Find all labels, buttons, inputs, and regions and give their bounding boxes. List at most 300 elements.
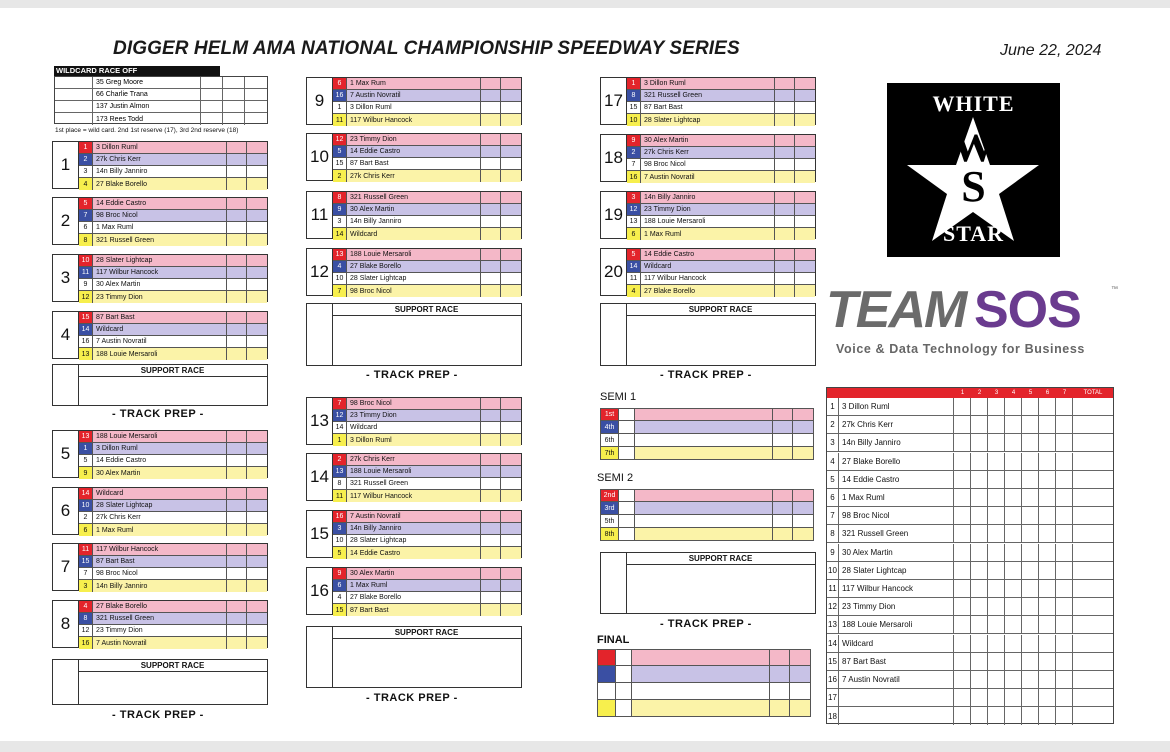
scoreboard-total[interactable] xyxy=(1073,689,1113,706)
scoreboard-cell[interactable] xyxy=(1022,580,1039,597)
scoreboard-cell[interactable] xyxy=(1039,471,1056,488)
scoreboard-total[interactable] xyxy=(1073,707,1113,725)
score-cell[interactable] xyxy=(247,637,267,649)
score-cell[interactable] xyxy=(795,114,815,126)
score-cell[interactable] xyxy=(481,285,501,297)
score-cell[interactable] xyxy=(775,114,795,126)
score-cell[interactable] xyxy=(227,625,247,636)
score-cell[interactable] xyxy=(247,198,267,209)
scoreboard-cell[interactable] xyxy=(971,453,988,470)
score-cell[interactable] xyxy=(795,249,815,260)
score-cell[interactable] xyxy=(247,324,267,335)
score-cell[interactable] xyxy=(775,159,795,170)
score-cell[interactable] xyxy=(481,454,501,465)
score-cell[interactable] xyxy=(247,488,267,499)
semi-score-cell[interactable] xyxy=(773,515,793,527)
semi-score-cell[interactable] xyxy=(793,434,813,446)
score-cell[interactable] xyxy=(227,279,247,290)
score-cell[interactable] xyxy=(775,135,795,146)
score-cell[interactable] xyxy=(227,154,247,165)
scoreboard-cell[interactable] xyxy=(971,580,988,597)
score-cell[interactable] xyxy=(247,154,267,165)
scoreboard-cell[interactable] xyxy=(1005,580,1022,597)
score-cell[interactable] xyxy=(795,90,815,101)
scoreboard-cell[interactable] xyxy=(988,525,1005,542)
score-cell[interactable] xyxy=(501,604,521,616)
score-cell[interactable] xyxy=(227,568,247,579)
scoreboard-cell[interactable] xyxy=(1056,635,1073,652)
score-cell[interactable] xyxy=(795,159,815,170)
score-cell[interactable] xyxy=(501,102,521,113)
scoreboard-cell[interactable] xyxy=(1039,544,1056,561)
score-cell[interactable] xyxy=(247,443,267,454)
score-cell[interactable] xyxy=(247,178,267,190)
score-cell[interactable] xyxy=(247,234,267,246)
score-cell[interactable] xyxy=(501,580,521,591)
score-cell[interactable] xyxy=(247,279,267,290)
score-cell[interactable] xyxy=(247,336,267,347)
scoreboard-cell[interactable] xyxy=(1005,671,1022,688)
score-cell[interactable] xyxy=(481,604,501,616)
scoreboard-cell[interactable] xyxy=(988,653,1005,670)
scoreboard-cell[interactable] xyxy=(1039,507,1056,524)
score-cell[interactable] xyxy=(227,324,247,335)
score-cell[interactable] xyxy=(227,613,247,624)
score-cell[interactable] xyxy=(501,511,521,522)
scoreboard-cell[interactable] xyxy=(988,471,1005,488)
score-cell[interactable] xyxy=(247,222,267,233)
semi-score-cell[interactable] xyxy=(773,434,793,446)
score-cell[interactable] xyxy=(247,348,267,360)
score-cell[interactable] xyxy=(247,568,267,579)
score-cell[interactable] xyxy=(795,78,815,89)
score-cell[interactable] xyxy=(247,500,267,511)
score-cell[interactable] xyxy=(227,267,247,278)
score-cell[interactable] xyxy=(227,580,247,592)
scoreboard-total[interactable] xyxy=(1073,616,1113,633)
score-cell[interactable] xyxy=(775,204,795,215)
semi-score-cell[interactable] xyxy=(793,490,813,501)
scoreboard-cell[interactable] xyxy=(1005,453,1022,470)
score-cell[interactable] xyxy=(481,146,501,157)
scoreboard-cell[interactable] xyxy=(1022,525,1039,542)
scoreboard-cell[interactable] xyxy=(954,489,971,506)
scoreboard-cell[interactable] xyxy=(954,544,971,561)
score-cell[interactable] xyxy=(775,78,795,89)
score-cell[interactable] xyxy=(501,285,521,297)
score-cell[interactable] xyxy=(481,523,501,534)
scoreboard-cell[interactable] xyxy=(954,398,971,415)
scoreboard-cell[interactable] xyxy=(988,453,1005,470)
score-cell[interactable] xyxy=(501,228,521,240)
score-cell[interactable] xyxy=(227,431,247,442)
score-cell[interactable] xyxy=(247,291,267,303)
scoreboard-cell[interactable] xyxy=(988,507,1005,524)
semi-rider-cell[interactable] xyxy=(635,515,773,527)
score-cell[interactable] xyxy=(481,90,501,101)
score-cell[interactable] xyxy=(481,273,501,284)
scoreboard-cell[interactable] xyxy=(1022,434,1039,451)
semi-rider-cell[interactable] xyxy=(635,421,773,433)
score-cell[interactable] xyxy=(501,568,521,579)
score-cell[interactable] xyxy=(481,490,501,502)
score-cell[interactable] xyxy=(501,204,521,215)
scoreboard-cell[interactable] xyxy=(971,671,988,688)
scoreboard-cell[interactable] xyxy=(988,616,1005,633)
score-cell[interactable] xyxy=(481,434,501,446)
scoreboard-cell[interactable] xyxy=(954,689,971,706)
scoreboard-cell[interactable] xyxy=(1022,398,1039,415)
score-cell[interactable] xyxy=(795,135,815,146)
scoreboard-cell[interactable] xyxy=(1039,616,1056,633)
score-cell[interactable] xyxy=(501,547,521,559)
score-cell[interactable] xyxy=(501,410,521,421)
score-cell[interactable] xyxy=(501,454,521,465)
scoreboard-cell[interactable] xyxy=(1039,416,1056,433)
semi-rider-cell[interactable] xyxy=(635,409,773,420)
score-cell[interactable] xyxy=(247,431,267,442)
final-score-cell[interactable] xyxy=(770,683,790,699)
scoreboard-cell[interactable] xyxy=(1056,562,1073,579)
scoreboard-cell[interactable] xyxy=(1022,707,1039,725)
scoreboard-cell[interactable] xyxy=(988,434,1005,451)
score-cell[interactable] xyxy=(227,467,247,479)
scoreboard-cell[interactable] xyxy=(954,507,971,524)
score-cell[interactable] xyxy=(775,273,795,284)
scoreboard-cell[interactable] xyxy=(971,653,988,670)
scoreboard-cell[interactable] xyxy=(1005,434,1022,451)
semi-score-cell[interactable] xyxy=(773,490,793,501)
scoreboard-total[interactable] xyxy=(1073,507,1113,524)
score-cell[interactable] xyxy=(227,488,247,499)
score-cell[interactable] xyxy=(795,102,815,113)
score-cell[interactable] xyxy=(227,637,247,649)
scoreboard-cell[interactable] xyxy=(954,580,971,597)
scoreboard-cell[interactable] xyxy=(988,544,1005,561)
scoreboard-cell[interactable] xyxy=(954,616,971,633)
scoreboard-cell[interactable] xyxy=(1056,416,1073,433)
score-cell[interactable] xyxy=(501,146,521,157)
final-score-cell[interactable] xyxy=(790,700,810,716)
score-cell[interactable] xyxy=(481,398,501,409)
scoreboard-cell[interactable] xyxy=(954,434,971,451)
score-cell[interactable] xyxy=(795,147,815,158)
score-cell[interactable] xyxy=(247,524,267,536)
score-cell[interactable] xyxy=(775,171,795,183)
semi-score-cell[interactable] xyxy=(793,421,813,433)
scoreboard-cell[interactable] xyxy=(988,398,1005,415)
scoreboard-cell[interactable] xyxy=(1022,616,1039,633)
scoreboard-cell[interactable] xyxy=(1039,671,1056,688)
score-cell[interactable] xyxy=(227,210,247,221)
scoreboard-cell[interactable] xyxy=(971,434,988,451)
scoreboard-cell[interactable] xyxy=(1022,689,1039,706)
final-rider-cell[interactable] xyxy=(632,683,770,699)
score-cell[interactable] xyxy=(501,216,521,227)
score-cell[interactable] xyxy=(481,204,501,215)
scoreboard-total[interactable] xyxy=(1073,453,1113,470)
scoreboard-cell[interactable] xyxy=(971,616,988,633)
score-cell[interactable] xyxy=(501,592,521,603)
scoreboard-cell[interactable] xyxy=(1056,616,1073,633)
scoreboard-cell[interactable] xyxy=(1056,398,1073,415)
score-cell[interactable] xyxy=(481,261,501,272)
semi-score-cell[interactable] xyxy=(793,409,813,420)
score-cell[interactable] xyxy=(775,261,795,272)
scoreboard-cell[interactable] xyxy=(1039,580,1056,597)
score-cell[interactable] xyxy=(481,102,501,113)
score-cell[interactable] xyxy=(501,170,521,182)
scoreboard-total[interactable] xyxy=(1073,525,1113,542)
scoreboard-cell[interactable] xyxy=(971,635,988,652)
score-cell[interactable] xyxy=(795,171,815,183)
score-cell[interactable] xyxy=(501,523,521,534)
score-cell[interactable] xyxy=(247,613,267,624)
scoreboard-cell[interactable] xyxy=(1005,707,1022,725)
scoreboard-cell[interactable] xyxy=(954,525,971,542)
scoreboard-total[interactable] xyxy=(1073,489,1113,506)
score-cell[interactable] xyxy=(481,158,501,169)
score-cell[interactable] xyxy=(501,114,521,126)
scoreboard-cell[interactable] xyxy=(1056,525,1073,542)
score-cell[interactable] xyxy=(481,192,501,203)
scoreboard-total[interactable] xyxy=(1073,416,1113,433)
scoreboard-cell[interactable] xyxy=(988,707,1005,725)
final-score-cell[interactable] xyxy=(770,650,790,665)
final-score-cell[interactable] xyxy=(790,650,810,665)
scoreboard-cell[interactable] xyxy=(1056,671,1073,688)
scoreboard-cell[interactable] xyxy=(1056,489,1073,506)
scoreboard-cell[interactable] xyxy=(1022,453,1039,470)
score-cell[interactable] xyxy=(247,166,267,177)
scoreboard-cell[interactable] xyxy=(1039,434,1056,451)
semi-score-cell[interactable] xyxy=(793,515,813,527)
scoreboard-cell[interactable] xyxy=(971,544,988,561)
scoreboard-cell[interactable] xyxy=(1005,598,1022,615)
semi-score-cell[interactable] xyxy=(793,502,813,514)
scoreboard-cell[interactable] xyxy=(971,489,988,506)
score-cell[interactable] xyxy=(481,568,501,579)
scoreboard-cell[interactable] xyxy=(1056,653,1073,670)
score-cell[interactable] xyxy=(481,580,501,591)
scoreboard-cell[interactable] xyxy=(1039,525,1056,542)
scoreboard-cell[interactable] xyxy=(1039,453,1056,470)
score-cell[interactable] xyxy=(481,216,501,227)
scoreboard-cell[interactable] xyxy=(954,471,971,488)
scoreboard-cell[interactable] xyxy=(1056,580,1073,597)
score-cell[interactable] xyxy=(247,267,267,278)
semi-score-cell[interactable] xyxy=(773,447,793,459)
score-cell[interactable] xyxy=(501,478,521,489)
scoreboard-total[interactable] xyxy=(1073,562,1113,579)
scoreboard-cell[interactable] xyxy=(1056,434,1073,451)
scoreboard-total[interactable] xyxy=(1073,580,1113,597)
scoreboard-cell[interactable] xyxy=(988,689,1005,706)
score-cell[interactable] xyxy=(481,547,501,559)
score-cell[interactable] xyxy=(795,192,815,203)
score-cell[interactable] xyxy=(501,192,521,203)
scoreboard-cell[interactable] xyxy=(988,489,1005,506)
scoreboard-cell[interactable] xyxy=(988,562,1005,579)
score-cell[interactable] xyxy=(501,422,521,433)
score-cell[interactable] xyxy=(481,511,501,522)
semi-score-cell[interactable] xyxy=(773,528,793,540)
score-cell[interactable] xyxy=(775,249,795,260)
score-cell[interactable] xyxy=(501,261,521,272)
final-rider-cell[interactable] xyxy=(632,666,770,682)
scoreboard-cell[interactable] xyxy=(1022,471,1039,488)
semi-rider-cell[interactable] xyxy=(635,447,773,459)
score-cell[interactable] xyxy=(247,210,267,221)
scoreboard-cell[interactable] xyxy=(954,416,971,433)
final-score-cell[interactable] xyxy=(790,666,810,682)
scoreboard-cell[interactable] xyxy=(1039,398,1056,415)
score-cell[interactable] xyxy=(227,348,247,360)
score-cell[interactable] xyxy=(227,556,247,567)
semi-score-cell[interactable] xyxy=(773,502,793,514)
score-cell[interactable] xyxy=(775,90,795,101)
score-cell[interactable] xyxy=(481,78,501,89)
scoreboard-cell[interactable] xyxy=(954,635,971,652)
score-cell[interactable] xyxy=(227,198,247,209)
semi-score-cell[interactable] xyxy=(773,421,793,433)
score-cell[interactable] xyxy=(227,443,247,454)
scoreboard-cell[interactable] xyxy=(1056,544,1073,561)
score-cell[interactable] xyxy=(247,255,267,266)
score-cell[interactable] xyxy=(227,142,247,153)
scoreboard-cell[interactable] xyxy=(1022,416,1039,433)
scoreboard-cell[interactable] xyxy=(1022,489,1039,506)
scoreboard-cell[interactable] xyxy=(954,653,971,670)
score-cell[interactable] xyxy=(227,178,247,190)
score-cell[interactable] xyxy=(481,249,501,260)
score-cell[interactable] xyxy=(247,556,267,567)
scoreboard-cell[interactable] xyxy=(1005,562,1022,579)
score-cell[interactable] xyxy=(501,78,521,89)
scoreboard-cell[interactable] xyxy=(1005,635,1022,652)
scoreboard-cell[interactable] xyxy=(1022,562,1039,579)
semi-score-cell[interactable] xyxy=(793,528,813,540)
semi-rider-cell[interactable] xyxy=(635,502,773,514)
scoreboard-cell[interactable] xyxy=(1022,653,1039,670)
score-cell[interactable] xyxy=(501,273,521,284)
score-cell[interactable] xyxy=(227,312,247,323)
scoreboard-cell[interactable] xyxy=(1056,689,1073,706)
score-cell[interactable] xyxy=(227,166,247,177)
scoreboard-cell[interactable] xyxy=(971,507,988,524)
scoreboard-cell[interactable] xyxy=(988,635,1005,652)
semi-rider-cell[interactable] xyxy=(635,528,773,540)
score-cell[interactable] xyxy=(227,524,247,536)
scoreboard-cell[interactable] xyxy=(1022,544,1039,561)
semi-score-cell[interactable] xyxy=(773,409,793,420)
score-cell[interactable] xyxy=(481,228,501,240)
scoreboard-cell[interactable] xyxy=(1039,635,1056,652)
scoreboard-cell[interactable] xyxy=(1005,471,1022,488)
score-cell[interactable] xyxy=(481,114,501,126)
scoreboard-cell[interactable] xyxy=(954,707,971,725)
scoreboard-cell[interactable] xyxy=(1005,544,1022,561)
final-score-cell[interactable] xyxy=(770,666,790,682)
scoreboard-cell[interactable] xyxy=(954,453,971,470)
scoreboard-cell[interactable] xyxy=(1056,598,1073,615)
scoreboard-total[interactable] xyxy=(1073,544,1113,561)
score-cell[interactable] xyxy=(227,291,247,303)
scoreboard-cell[interactable] xyxy=(1005,489,1022,506)
score-cell[interactable] xyxy=(247,601,267,612)
score-cell[interactable] xyxy=(227,336,247,347)
score-cell[interactable] xyxy=(481,422,501,433)
scoreboard-cell[interactable] xyxy=(1022,671,1039,688)
score-cell[interactable] xyxy=(247,544,267,555)
scoreboard-cell[interactable] xyxy=(1039,689,1056,706)
scoreboard-cell[interactable] xyxy=(954,562,971,579)
score-cell[interactable] xyxy=(775,216,795,227)
scoreboard-cell[interactable] xyxy=(1005,507,1022,524)
scoreboard-cell[interactable] xyxy=(954,671,971,688)
score-cell[interactable] xyxy=(227,222,247,233)
score-cell[interactable] xyxy=(481,478,501,489)
scoreboard-cell[interactable] xyxy=(971,689,988,706)
score-cell[interactable] xyxy=(795,273,815,284)
scoreboard-cell[interactable] xyxy=(1005,616,1022,633)
scoreboard-cell[interactable] xyxy=(1005,525,1022,542)
scoreboard-total[interactable] xyxy=(1073,671,1113,688)
scoreboard-cell[interactable] xyxy=(971,707,988,725)
scoreboard-cell[interactable] xyxy=(1039,489,1056,506)
score-cell[interactable] xyxy=(247,455,267,466)
scoreboard-cell[interactable] xyxy=(1039,598,1056,615)
score-cell[interactable] xyxy=(501,134,521,145)
scoreboard-cell[interactable] xyxy=(971,398,988,415)
score-cell[interactable] xyxy=(227,234,247,246)
scoreboard-cell[interactable] xyxy=(1022,635,1039,652)
scoreboard-cell[interactable] xyxy=(1039,562,1056,579)
score-cell[interactable] xyxy=(247,580,267,592)
scoreboard-total[interactable] xyxy=(1073,635,1113,652)
scoreboard-cell[interactable] xyxy=(1022,507,1039,524)
scoreboard-cell[interactable] xyxy=(1056,471,1073,488)
score-cell[interactable] xyxy=(227,544,247,555)
scoreboard-cell[interactable] xyxy=(971,598,988,615)
semi-score-cell[interactable] xyxy=(793,447,813,459)
score-cell[interactable] xyxy=(247,625,267,636)
score-cell[interactable] xyxy=(227,255,247,266)
score-cell[interactable] xyxy=(775,285,795,297)
score-cell[interactable] xyxy=(481,170,501,182)
scoreboard-total[interactable] xyxy=(1073,434,1113,451)
scoreboard-cell[interactable] xyxy=(954,598,971,615)
semi-rider-cell[interactable] xyxy=(635,490,773,501)
scoreboard-cell[interactable] xyxy=(988,671,1005,688)
score-cell[interactable] xyxy=(247,467,267,479)
final-score-cell[interactable] xyxy=(770,700,790,716)
scoreboard-total[interactable] xyxy=(1073,653,1113,670)
scoreboard-cell[interactable] xyxy=(1056,453,1073,470)
final-rider-cell[interactable] xyxy=(632,650,770,665)
scoreboard-cell[interactable] xyxy=(1005,416,1022,433)
score-cell[interactable] xyxy=(501,466,521,477)
score-cell[interactable] xyxy=(795,261,815,272)
scoreboard-cell[interactable] xyxy=(971,471,988,488)
score-cell[interactable] xyxy=(227,512,247,523)
score-cell[interactable] xyxy=(775,192,795,203)
score-cell[interactable] xyxy=(501,398,521,409)
score-cell[interactable] xyxy=(481,410,501,421)
score-cell[interactable] xyxy=(501,434,521,446)
semi-rider-cell[interactable] xyxy=(635,434,773,446)
score-cell[interactable] xyxy=(247,312,267,323)
